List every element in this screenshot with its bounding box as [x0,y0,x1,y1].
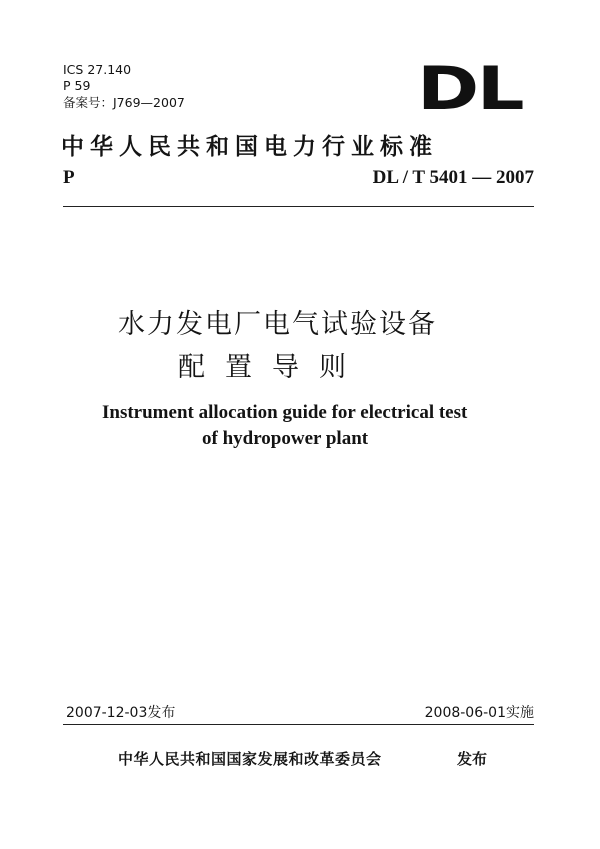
top-divider [63,206,534,207]
chinese-title-line-1: 水力发电厂电气试验设备 [118,309,437,340]
issue-date: 2007-12-03发布 [66,705,176,721]
implementation-date: 2008-06-01实施 [424,705,534,721]
bottom-divider [63,724,534,725]
english-title-line-2: of hydropower plant [202,428,369,449]
publisher-name: 中华人民共和国国家发展和改革委员会 [118,750,382,768]
standard-number: DL / T 5401 — 2007 [372,167,534,188]
ics-code: ICS 27.140 [63,62,132,77]
standard-category: P [63,167,75,188]
standard-title: 中华人民共和国电力行业标准 [61,133,438,160]
dl-logo: DL [416,54,522,124]
category-code: P 59 [63,78,91,93]
chinese-title-line-2: 配置导则 [178,352,366,383]
publish-label: 发布 [457,750,488,768]
record-number: 备案号：J769—2007 [63,95,185,110]
english-title-line-1: Instrument allocation guide for electrical test [102,402,468,423]
